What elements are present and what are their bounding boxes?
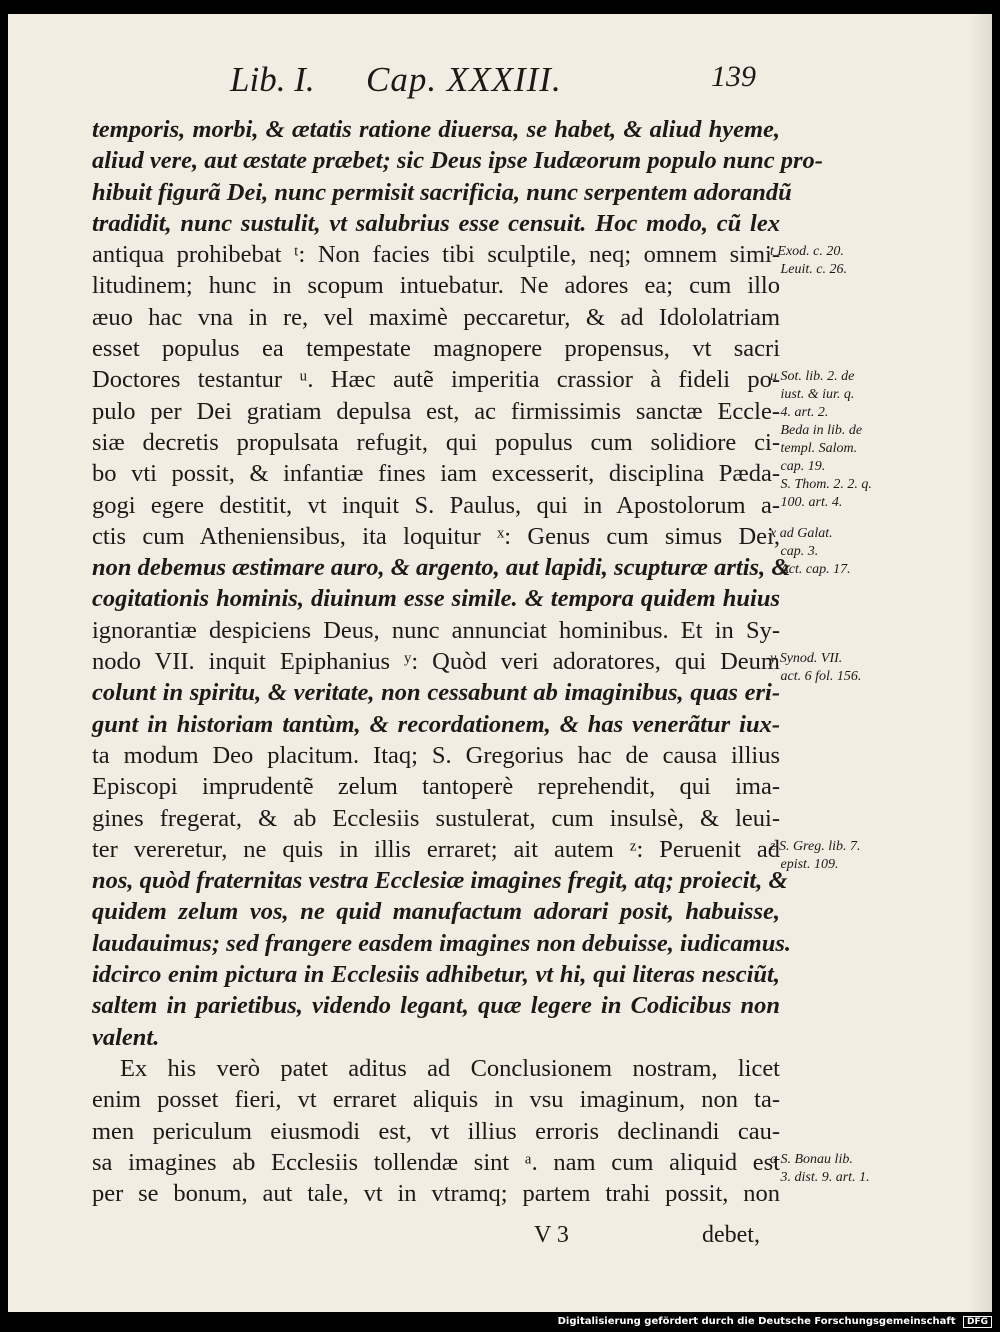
text-line: valent.	[92, 1023, 160, 1051]
text-line: siæ decretis propulsata refugit, qui populus cum solidiore ci-	[92, 428, 780, 456]
text-line: colunt in spiritu, & veritate, non cessabunt ab imaginibus, quas eri-	[92, 679, 780, 707]
text-line: nos, quòd fraternitas vestra Ecclesiæ imagines fregit, atq; proiecit, &	[92, 867, 788, 895]
text-line: gines fregerat, & ab Ecclesiis sustulerat, cum insulsè, & leui-	[92, 804, 780, 832]
text-line: sa imagines ab Ecclesiis tollendæ sint ᵃ. nam cum aliquid est	[92, 1148, 780, 1176]
text-line: Episcopi imprudentẽ zelum tantoperè reprehendit, qui ima-	[92, 773, 780, 801]
text-line: idcirco enim pictura in Ecclesiis adhibetur, vt hi, qui literas nesciũt,	[92, 961, 780, 989]
dfg-logo: DFG	[963, 1316, 992, 1328]
running-header	[8, 60, 992, 100]
text-line: per se bonum, aut tale, vt in vtramq; partem trahi possit, non	[92, 1180, 780, 1208]
text-line: bo vti possit, & infantiæ fines iam excesserit, disciplina Pæda-	[92, 460, 780, 488]
text-line: æuo hac vna in re, vel maximè peccaretur, & ad Idololatriam	[92, 303, 780, 331]
text-line: gogi egere destitit, vt inquit S. Paulus, qui in Apostolorum a-	[92, 491, 780, 519]
text-line: enim posset fieri, vt erraret aliquis in vsu imaginum, non ta-	[92, 1086, 780, 1114]
text-line: quidem zelum vos, ne quid manufactum adorari posit, habuisse,	[92, 898, 780, 926]
marginal-note: u Sot. lib. 2. de iust. & iur. q. 4. art. 2. Beda in lib. de templ. Salom. cap. 19. S. Thom. 2. 2. q. 100. art. 4.	[770, 369, 872, 511]
text-line: non debemus æstimare auro, & argento, aut lapidi, scupturæ artis, &	[92, 554, 791, 582]
marginal-note: t Exod. c. 20. Leuit. c. 26.	[770, 244, 847, 278]
marginal-note: x ad Galat. cap. 3. Act. cap. 17.	[770, 525, 851, 577]
text-line: saltem in parietibus, videndo legant, quæ legere in Codicibus non	[92, 992, 780, 1020]
marginal-note: z S. Greg. lib. 7. epist. 109.	[770, 838, 861, 872]
text-line: cogitationis hominis, diuinum esse simile. & tempora quidem huius	[92, 585, 780, 613]
digitization-credit	[558, 1316, 992, 1328]
text-line: ctis cum Atheniensibus, ita loquitur ˣ: Genus cum simus Dei,	[92, 522, 780, 550]
catchword: debet,	[702, 1222, 760, 1248]
text-line: gunt in historiam tantùm, & recordationem, & has venerãtur iux-	[92, 710, 780, 738]
text-line: Ex his verò patet aditus ad Conclusionem nostram, licet	[120, 1054, 780, 1082]
signature-mark: V 3	[534, 1222, 569, 1248]
text-line: litudinem; hunc in scopum intuebatur. Ne adores ea; cum illo	[92, 272, 780, 300]
page-number: 139	[711, 60, 756, 93]
text-line: ter vereretur, ne quis in illis erraret; ait autem ᶻ: Peruenit ad	[92, 835, 780, 863]
text-line: tradidit, nunc sustulit, vt salubrius esse censuit. Hoc modo, cũ lex	[92, 209, 780, 237]
book-page	[8, 14, 992, 1312]
page-footer	[8, 1222, 992, 1256]
text-line: temporis, morbi, & ætatis ratione diuersa, se habet, & aliud hyeme,	[92, 116, 780, 143]
text-line: ta modum Deo placitum. Itaq; S. Gregorius hac de causa illius	[92, 741, 780, 769]
text-line: men periculum eiusmodi est, vt illius erroris declinandi cau-	[92, 1117, 780, 1145]
header-chapter: Cap. XXXIII.	[366, 60, 562, 99]
text-line: esset populus ea tempestate magnopere propensus, vt sacri	[92, 335, 780, 363]
credit-text: Digitalisierung gefördert durch die Deutsche Forschungsgemeinschaft	[557, 1316, 956, 1327]
text-line: laudauimus; sed frangere easdem imagines non debuisse, iudicamus.	[92, 929, 792, 957]
text-line: hibuit figurã Dei, nunc permisit sacrificia, nunc serpentem adorandũ	[92, 178, 792, 206]
marginal-note: y Synod. VII. act. 6 fol. 156.	[770, 651, 862, 685]
text-line: pulo per Dei gratiam depulsa est, ac firmissimis sanctæ Eccle-	[92, 397, 780, 425]
text-line: Doctores testantur ᵘ. Hæc autẽ imperitia crassior à fideli po-	[92, 366, 780, 394]
text-line: aliud vere, aut æstate præbet; sic Deus ipse Iudæorum populo nunc pro-	[92, 147, 823, 175]
marginal-note: a S. Bonau lib. 3. dist. 9. art. 1.	[770, 1151, 870, 1185]
text-line: antiqua prohibebat ᵗ: Non facies tibi sculptile, neq; omnem simi-	[92, 241, 780, 269]
header-book: Lib. I.	[230, 60, 315, 99]
text-line: nodo VII. inquit Epiphanius ʸ: Quòd veri adoratores, qui Deum	[92, 648, 780, 676]
text-line: ignorantiæ despiciens Deus, nunc annunciat hominibus. Et in Sy-	[92, 616, 780, 644]
